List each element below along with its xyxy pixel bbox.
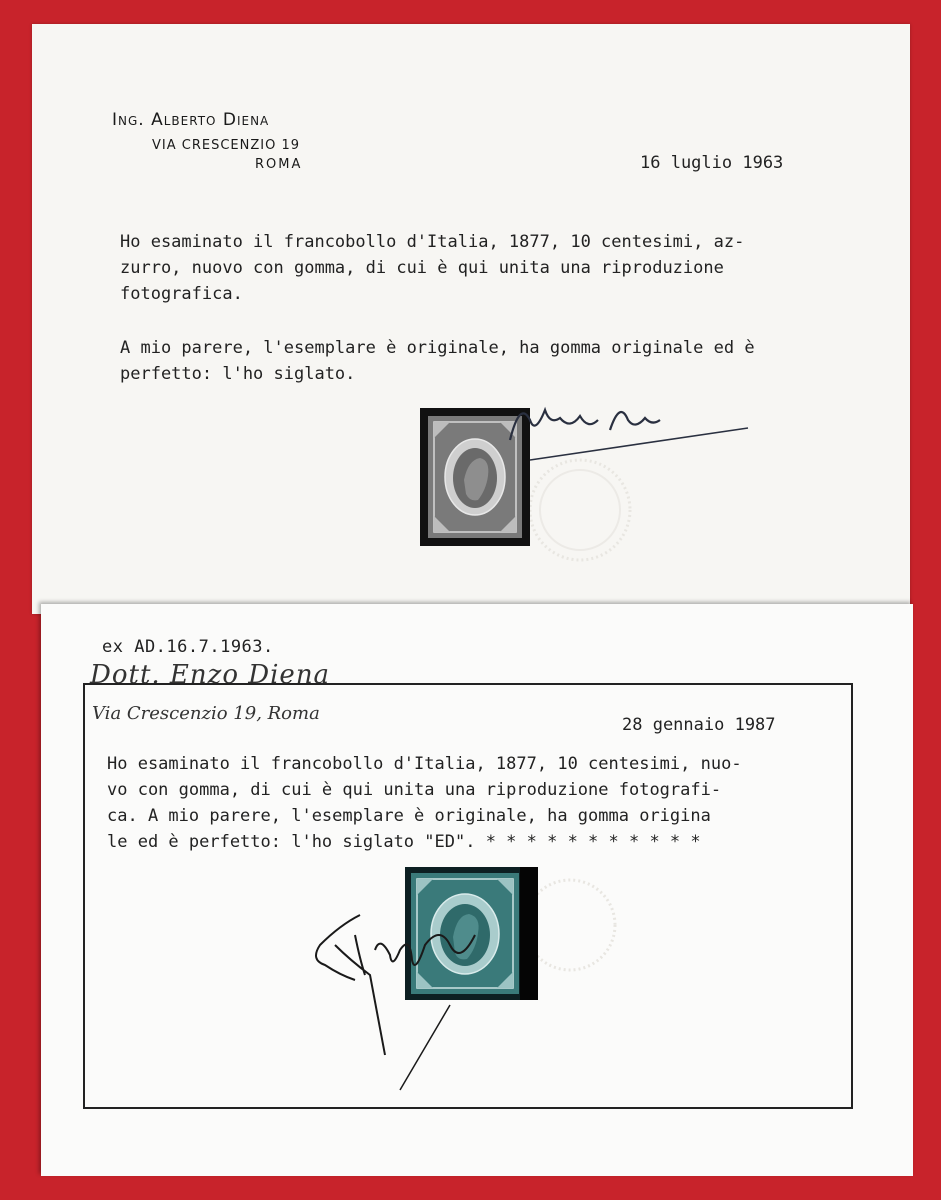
letterhead-street: VIA CRESCENZIO 19 [152,138,300,153]
letterhead-city: ROMA [255,157,303,172]
letterhead-name: Ing. Alberto Diena [112,110,270,130]
ex-reference-note: ex AD.16.7.1963. [102,637,274,657]
certificate-paragraph-1987: Ho esaminato il francobollo d'Italia, 1877, 10 centesimi, nuo- vo con gomma, di cui è qui unita una riproduzione fotografi- ca. A mio parere, l'esemplare è originale, ha gomma origina le ed è perfetto: l'ho siglato "ED". * * * * * * * * * * * [107,754,742,852]
certificate-paragraph-2: A mio parere, l'esemplare è originale, ha gomma originale ed è perfetto: l'ho siglato. [120,338,755,384]
certificate-date-1963: 16 luglio 1963 [640,153,784,173]
letterhead-script-address: Via Crescenzio 19, Roma [92,703,320,724]
certificate-paragraph-1: Ho esaminato il francobollo d'Italia, 1877, 10 centesimi, az- zurro, nuovo con gomma, di cui è qui unita una riproduzione fotografica. [120,232,745,304]
certificate-date-1987: 28 gennaio 1987 [622,715,776,735]
signature-alberto-diena [500,390,760,470]
letterhead-script-name: Dott. Enzo Diena [90,660,331,690]
signature-enzo-diena [300,905,480,1095]
